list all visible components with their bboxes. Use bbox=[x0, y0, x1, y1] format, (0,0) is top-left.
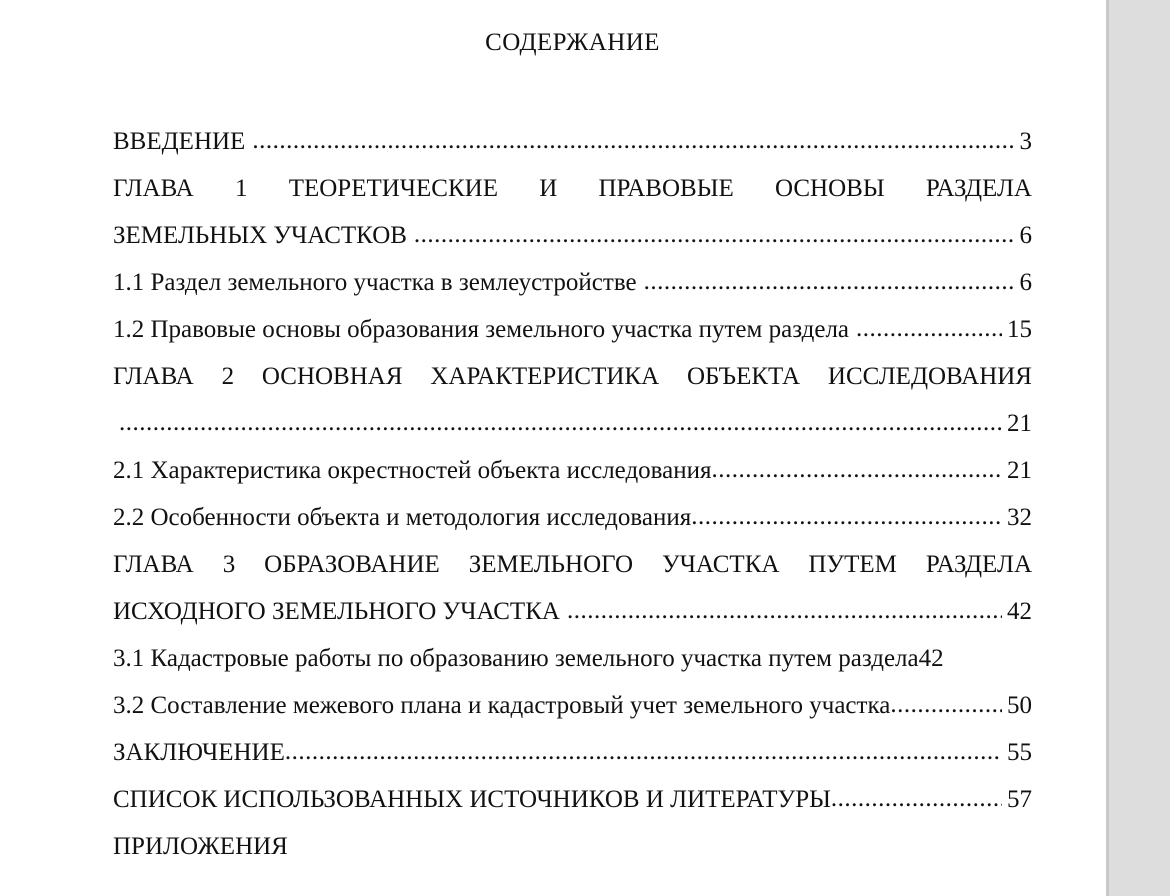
toc-entry-page-number: 57 bbox=[1007, 786, 1032, 813]
toc-entry-label: ГЛАВА 2 ОСНОВНАЯ ХАРАКТЕРИСТИКА ОБЪЕКТА ИССЛЕДОВАНИЯ bbox=[113, 363, 1032, 390]
toc-entry-label: ИСХОДНОГО ЗЕМЕЛЬНОГО УЧАСТКА bbox=[113, 598, 560, 625]
toc-dot-leader bbox=[560, 588, 1002, 634]
toc-entry-label: ЗЕМЕЛЬНЫХ УЧАСТКОВ bbox=[113, 222, 407, 249]
toc-entry[interactable] bbox=[113, 776, 1032, 823]
toc-entry-page-number: 21 bbox=[1007, 457, 1032, 484]
toc-dot-leader bbox=[712, 447, 1003, 493]
toc-entry-label: ПРИЛОЖЕНИЯ bbox=[113, 833, 288, 860]
table-of-contents bbox=[113, 118, 1032, 870]
toc-entry-page-number: 15 bbox=[1007, 316, 1032, 343]
toc-entry-label: 1.2 Правовые основы образования земельного участка путем раздела bbox=[113, 316, 850, 343]
toc-entry[interactable] bbox=[113, 306, 1032, 353]
toc-entry[interactable] bbox=[113, 165, 1032, 212]
toc-entry-page-number: 32 bbox=[1007, 504, 1032, 531]
toc-entry[interactable] bbox=[113, 541, 1032, 588]
toc-entry-label: СПИСОК ИСПОЛЬЗОВАННЫХ ИСТОЧНИКОВ И ЛИТЕРАТУРЫ bbox=[113, 786, 831, 813]
toc-entry[interactable] bbox=[113, 588, 1032, 635]
toc-entry[interactable] bbox=[113, 118, 1032, 165]
toc-entry-page-number: 21 bbox=[1007, 410, 1032, 437]
toc-entry-page-number: 6 bbox=[1019, 269, 1032, 296]
toc-entry-page-number: 6 bbox=[1019, 222, 1032, 249]
toc-entry-page-number: 55 bbox=[1007, 739, 1032, 766]
toc-dot-leader bbox=[113, 400, 1002, 446]
toc-dot-leader bbox=[691, 494, 1002, 540]
toc-entry-page-number: 42 bbox=[918, 645, 944, 672]
toc-entry-label: 2.2 Особенности объекта и методология исследования bbox=[113, 504, 692, 531]
toc-entry[interactable] bbox=[113, 400, 1032, 447]
toc-dot-leader bbox=[849, 306, 1002, 352]
toc-entry[interactable] bbox=[113, 259, 1032, 306]
toc-entry-label: 3.2 Составление межевого плана и кадастровый учет земельного участка bbox=[113, 692, 891, 719]
toc-entry-label: ГЛАВА 3 ОБРАЗОВАНИЕ ЗЕМЕЛЬНОГО УЧАСТКА ПУТЕМ РАЗДЕЛА bbox=[113, 551, 1032, 578]
toc-dot-leader bbox=[637, 259, 1015, 305]
toc-entry[interactable] bbox=[113, 353, 1032, 400]
toc-entry[interactable] bbox=[113, 682, 1032, 729]
right-gutter bbox=[1109, 0, 1170, 896]
page-title: СОДЕРЖАНИЕ bbox=[485, 29, 660, 56]
toc-entry-label: 3.1 Кадастровые работы по образованию земельного участка путем раздела bbox=[113, 645, 919, 672]
toc-entry-label: ГЛАВА 1 ТЕОРЕТИЧЕСКИЕ И ПРАВОВЫЕ ОСНОВЫ РАЗДЕЛА bbox=[113, 175, 1032, 202]
toc-entry-page-number: 42 bbox=[1007, 598, 1032, 625]
toc-entry[interactable] bbox=[113, 729, 1032, 776]
toc-entry[interactable] bbox=[113, 823, 1032, 870]
toc-dot-leader bbox=[285, 729, 1002, 775]
toc-entry[interactable] bbox=[113, 494, 1032, 541]
toc-dot-leader bbox=[890, 682, 1002, 728]
toc-entry[interactable] bbox=[113, 212, 1032, 259]
toc-entry-label: 1.1 Раздел земельного участка в землеустройстве bbox=[113, 269, 637, 296]
toc-dot-leader bbox=[407, 212, 1015, 258]
toc-entry-page-number: 3 bbox=[1019, 128, 1032, 155]
page-text-area bbox=[113, 0, 1032, 896]
toc-entry[interactable] bbox=[113, 447, 1032, 494]
toc-dot-leader bbox=[245, 118, 1014, 164]
toc-entry-label: ВВЕДЕНИЕ bbox=[113, 128, 246, 155]
toc-entry-label: ЗАКЛЮЧЕНИЕ bbox=[113, 739, 285, 766]
toc-dot-leader bbox=[831, 776, 1002, 822]
toc-entry[interactable] bbox=[113, 635, 1032, 682]
toc-entry-label: 2.1 Характеристика окрестностей объекта исследования bbox=[113, 457, 712, 484]
toc-entry-page-number: 50 bbox=[1007, 692, 1032, 719]
